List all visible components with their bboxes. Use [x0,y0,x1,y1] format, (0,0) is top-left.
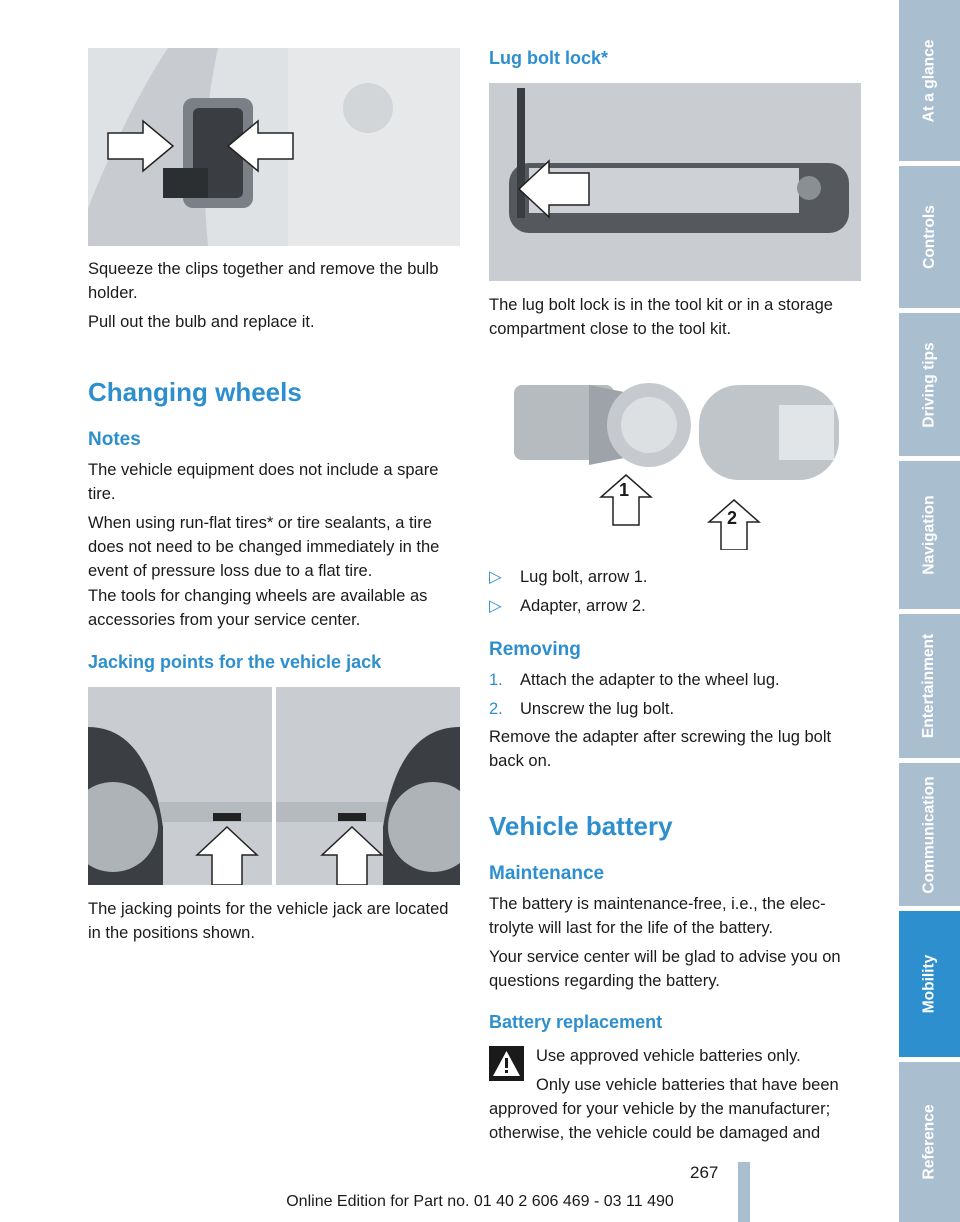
warning-line: Use approved vehicle batteries only. [536,1047,801,1065]
figure-label-1: 1 [619,480,630,500]
footer: Online Edition for Part no. 01 40 2 606 469 - 03 11 490 [286,1193,674,1210]
changing-wheels-heading: Changing wheels [88,377,302,407]
maintenance-heading: Maintenance [489,863,605,884]
lug-bolt-adapter-figure [489,370,861,550]
page-number: 267 [690,1163,719,1182]
notes-paragraph: The vehicle equipment does not include a spare tire. [88,461,439,503]
lug-bolt-paragraph: The lug bolt lock is in the tool kit or in a storage compartment close to the tool kit. [489,296,833,338]
maintenance-paragraph: The battery is maintenance-free, i.e., the electrolyte will last for the life of the battery. [489,895,826,937]
warning-paragraph: approved for your vehicle by the manufacturer; otherwise, the vehicle could be damaged and [489,1100,831,1142]
tab-reference[interactable]: Reference [899,1062,960,1222]
chapter-tabs [899,0,960,1222]
tab-navigation[interactable]: Navigation [899,461,960,609]
notes-paragraph: When using run-flat tires* or tire sealants, a tire does not need to be changed immediately in the event of pressure loss due to a flat tire. [88,514,440,580]
list-marker-icon: ▷ [489,597,502,615]
tab-driving-tips[interactable]: Driving tips [899,313,960,456]
tab-communication[interactable]: Communication [899,763,960,906]
tab-controls[interactable]: Controls [899,166,960,308]
notes-paragraph: The tools for changing wheels are available as accessories from your service center. [88,587,428,629]
page-number-bar [738,1162,750,1222]
removing-paragraph: Remove the adapter after screwing the lug bolt back on. [489,728,832,770]
warning-line: Only use vehicle batteries that have been [536,1076,839,1094]
lug-bolt-heading: Lug bolt lock* [489,48,608,68]
tab-at-a-glance[interactable]: At a glance [899,0,960,161]
jacking-heading: Jacking points for the vehicle jack [88,652,382,672]
warning-icon [489,1046,524,1081]
tab-mobility[interactable]: Mobility [899,911,960,1057]
notes-heading: Notes [88,429,141,450]
removing-heading: Removing [489,639,581,660]
battery-replacement-heading: Battery replacement [489,1012,663,1032]
list-marker-icon: ▷ [489,568,502,586]
jacking-points-figure [88,687,460,885]
maintenance-paragraph: Your service center will be glad to advise you on questions regarding the battery. [489,948,841,990]
tool-kit-figure [489,83,861,281]
bulb-paragraph-2: Pull out the bulb and replace it. [88,313,315,331]
figure-label-2: 2 [727,508,738,528]
vehicle-battery-heading: Vehicle battery [489,811,673,841]
jacking-paragraph: The jacking points for the vehicle jack are located in the positions shown. [88,900,449,942]
tab-entertainment[interactable]: Entertainment [899,614,960,758]
bulb-paragraph: Squeeze the clips together and remove the bulb holder. [88,260,439,302]
bulb-holder-figure [88,48,460,246]
